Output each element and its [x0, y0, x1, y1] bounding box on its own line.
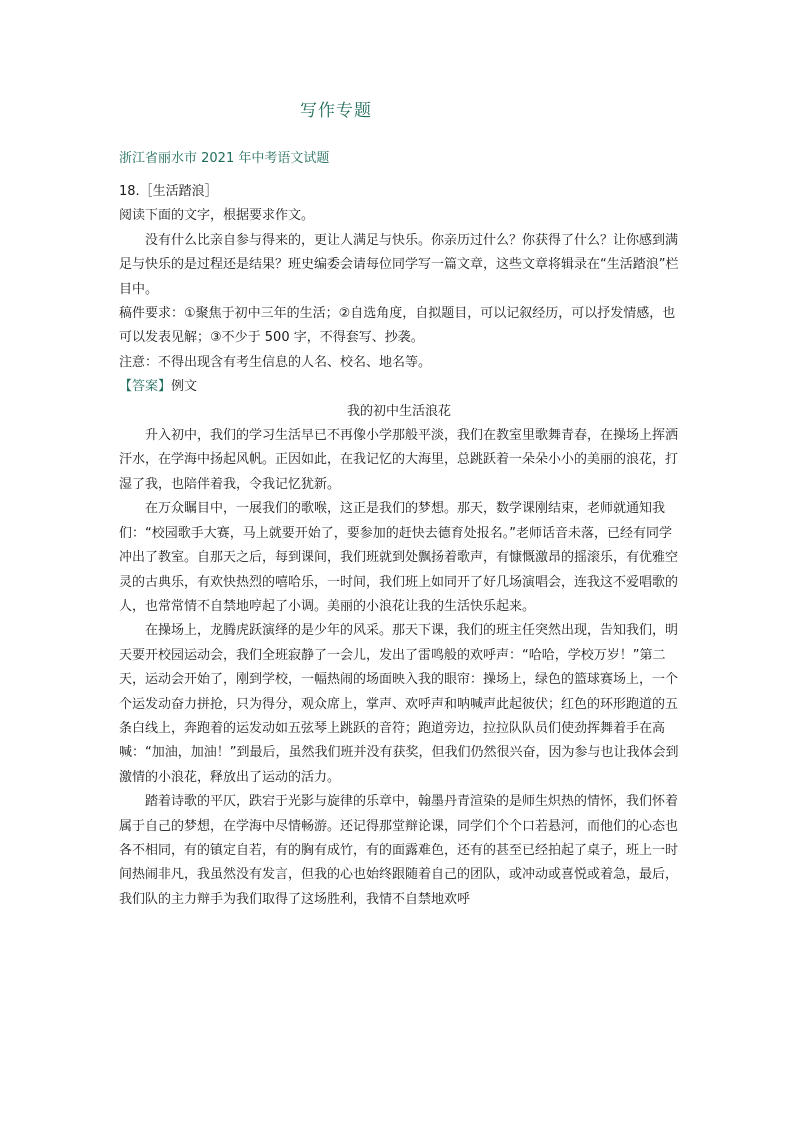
question-number: 18.［生活踏浪］ — [119, 184, 218, 199]
answer-label: 例文 — [171, 379, 198, 395]
essay-paragraph: 在万众瞩目中，一展我们的歌喉，这正是我们的梦想。那天，数学课刚结束，老师就通知我们：“校园歌手大赛，马上就要开始了，要参加的赶快去德育处报名。”老师话音未落，已经有同学冲出了教室。自那天之后，每到课间，我们班就到处飘扬着歌声，有慷慨激昂的摇滚乐，有优雅空灵的古典乐，有欢快热烈的嘻哈乐，一时间，我们班上如同开了好几场演唱会，连我这不爱唱歌的人，也常常情不自禁地哼起了小调。美丽的小浪花让我的生活快乐起来。 — [119, 501, 679, 614]
page-title: 写作专题 — [300, 101, 372, 121]
question-instruction: 阅读下面的文字，根据要求作文。 — [119, 208, 315, 224]
document-body — [119, 180, 679, 912]
essay-paragraph: 踏着诗歌的平仄，跌宕于光影与旋律的乐章中，翰墨丹青渲染的是师生炽热的情怀，我们怀着属于自己的梦想，在学海中尽情畅游。还记得那堂辩论课，同学们个个口若悬河，而他们的心态也各不相同，有的镇定自若，有的胸有成竹，有的面露难色，还有的甚至已经拍起了桌子，班上一时间热闹非凡，我虽然没有发言，但我的心也始终跟随着自己的团队，或冲动或喜悦或着急，最后，我们队的主力辩手为我们取得了这场胜利，我情不自禁地欢呼 — [119, 794, 679, 907]
answer-tag: 【答案】 — [119, 379, 172, 395]
question-note: 注意：不得出现含有考生信息的人名、校名、地名等。 — [119, 354, 432, 370]
essay-paragraph: 在操场上，龙腾虎跃演绎的是少年的风采。那天下课，我们的班主任突然出现，告知我们，明天要开校园运动会，我们全班寂静了一会儿，发出了雷鸣般的欢呼声：“哈哈，学校万岁！”第二天，运动会开始了，刚到学校，一幅热闹的场面映入我的眼帘：操场上，绿色的篮球赛场上，一个个运发动奋力拼抢，只为得分，观众席上，掌声、欢呼声和呐喊声此起彼伏；红色的环形跑道的五条白线上，奔跑着的运发动如五弦琴上跳跃的音符；跑道旁边，拉拉队队员们使劲挥舞着手在高喊：“加油，加油！”到最后，虽然我们班并没有获奖，但我们仍然很兴奋，因为参与也让我体会到激情的小浪花，释放出了运动的活力。 — [119, 623, 679, 785]
answer-heading — [119, 375, 679, 399]
essay-title: 我的初中生活浪花 — [346, 403, 451, 419]
question-requirements: 稿件要求：①聚焦于初中三年的生活；②自选角度，自拟题目，可以记叙经历，可以抒发情感，也可以发表见解；③不少于 500 字，不得套写、抄袭。 — [119, 306, 676, 346]
essay-paragraph: 升入初中，我们的学习生活早已不再像小学那般平淡，我们在教室里歌舞青春，在操场上挥洒汗水，在学海中扬起风帆。正因如此，在我记忆的大海里，总跳跃着一朵朵小小的美丽的浪花，打湿了我，也陪伴着我，令我记忆犹新。 — [119, 428, 679, 492]
question-prompt: 没有什么比亲自参与得来的，更让人满足与快乐。你亲历过什么？你获得了什么？让你感到满足与快乐的是过程还是结果？班史编委会请每位同学写一篇文章，这些文章将辑录在“生活踏浪”栏目中。 — [119, 232, 679, 297]
source-heading: 浙江省丽水市 2021 年中考语文试题 — [119, 151, 330, 166]
